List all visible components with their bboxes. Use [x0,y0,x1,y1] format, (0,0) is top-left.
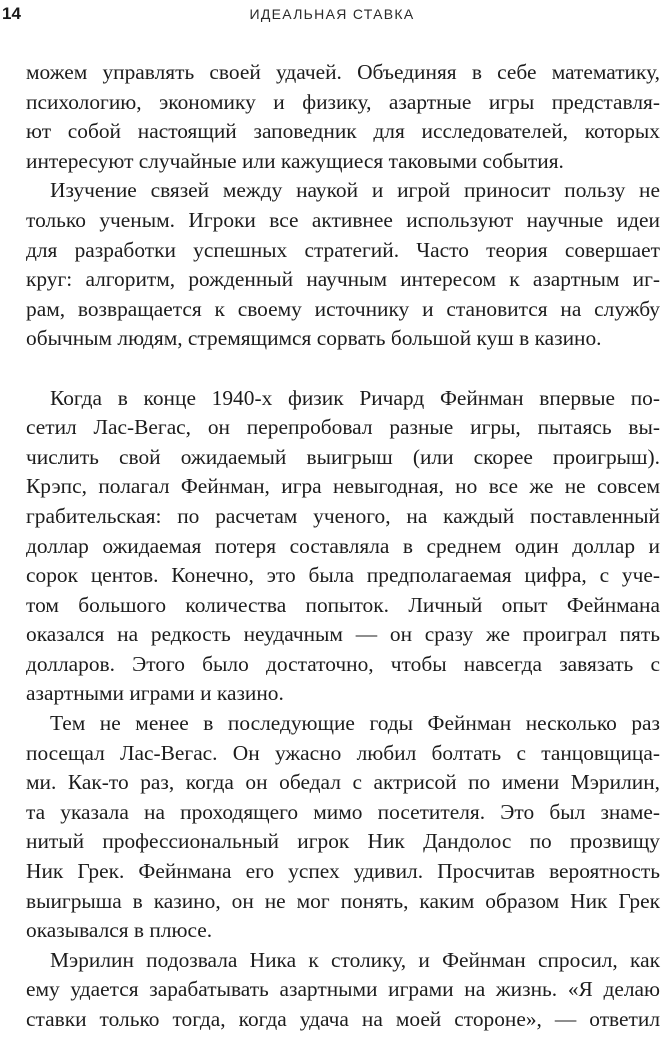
text-line: нитый профессиональный игрок Ник Дандолос по прозвищу [26,829,660,854]
paragraph [26,946,660,1035]
paragraph [26,709,660,946]
paragraph [26,176,660,354]
page-header [0,4,664,28]
text-line: только ученым. Игроки все активнее используют научные идеи [26,207,660,232]
text-line: оказывался в плюсе. [26,918,213,943]
text-line: та указала на проходящего мимо посетителя. Это был знаме- [26,799,660,824]
text-line: посещал Лас-Вегас. Он ужасно любил болтать с танцовщица- [26,740,660,765]
text-line: круг: алгоритм, рожденный научным интересом к азартным иг- [26,267,660,292]
text-line: ми. Как-то раз, когда он обедал с актрисой по имени Мэрилин, [26,770,660,795]
text-line: долларов. Этого было достаточно, чтобы навсегда завязать с [26,651,660,676]
text-line: ют собой настоящий заповедник для исследователей, которых [26,119,660,144]
text-line: можем управлять своей удачей. Объединяя в себе математику, [26,60,660,84]
text-line: доллар ожидаемая потеря составляла в среднем один доллар и [26,533,660,558]
text-line: том большого количества попыток. Личный опыт Фейнмана [26,592,660,617]
text-line: числить свой ожидаемый выигрыш (или скорее проигрыш). [26,444,660,469]
text-line: ему удается зарабатывать азартными играми на жизнь. «Я делаю [26,977,660,1002]
text-line: Крэпс, полагал Фейнман, игра невыгодная, но все же не совсем [26,474,660,499]
text-line: Когда в конце 1940-х физик Ричард Фейнман впервые по- [50,385,660,410]
text-line: ставки только тогда, когда удача на моей стороне», — ответил [26,1007,660,1031]
text-line: азартными играми и казино. [26,681,284,706]
text-line: для разработки успешных стратегий. Часто теория совершает [26,237,660,262]
section-break [26,354,660,384]
running-title: ИДЕАЛЬНАЯ СТАВКА [249,6,415,22]
text-line: оказался на редкость неудачным — он сразу же проиграл пять [26,622,660,647]
text-line: интересуют случайные или кажущиеся таковыми события. [26,148,564,173]
text-line: сетил Лас-Вегас, он перепробовал разные игры, пытаясь вы- [26,415,660,440]
text-line: обычным людям, стремящимся сорвать большой куш в казино. [26,326,602,351]
text-line: Тем не менее в последующие годы Фейнман несколько раз [50,711,660,736]
paragraph [26,384,660,710]
body-text [26,58,660,1035]
text-line: Изучение связей между наукой и игрой приносит пользу не [50,178,660,203]
text-line: психологию, экономику и физику, азартные игры представля- [26,89,660,114]
page-number: 14 [2,4,21,23]
text-line: выигрыша в казино, он не мог понять, каким образом Ник Грек [26,888,660,913]
text-line: сорок центов. Конечно, это была предполагаемая цифра, с уче- [26,563,660,588]
text-line: рам, возвращается к своему источнику и становится на службу [26,296,660,321]
text-line: Ник Грек. Фейнмана его успех удивил. Просчитав вероятность [26,859,660,884]
paragraph [26,58,660,176]
text-line: Мэрилин подозвала Ника к столику, и Фейнман спросил, как [50,947,660,972]
text-line: грабительская: по расчетам ученого, на каждый поставленный [26,503,660,528]
